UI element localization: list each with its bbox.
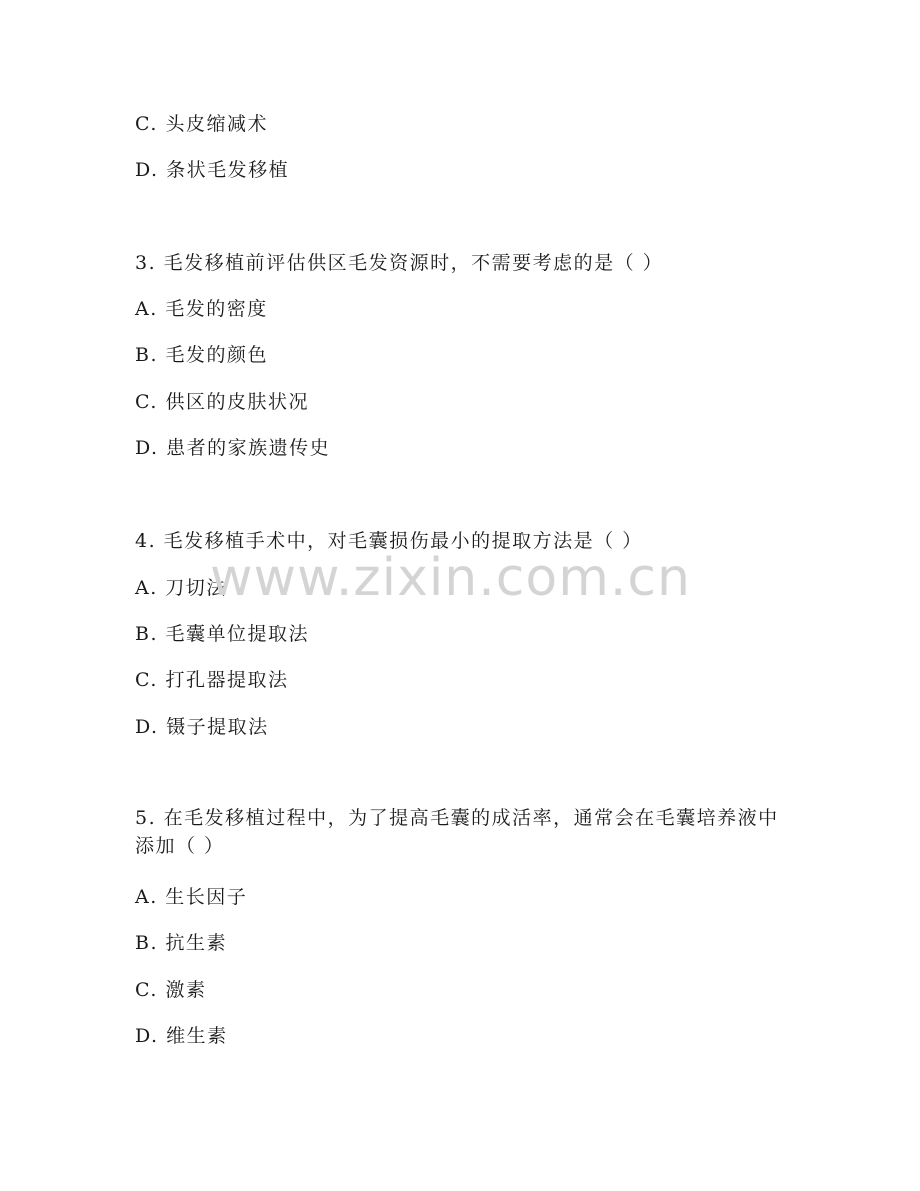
q4-stem: 4. 毛发移植手术中，对毛囊损伤最小的提取方法是（ ） — [135, 530, 643, 552]
q5-option-b: B. 抗生素 — [135, 932, 228, 954]
q4-option-d: D. 镊子提取法 — [135, 716, 269, 738]
q3-option-b: B. 毛发的颜色 — [135, 344, 269, 366]
q2-option-d: D. 条状毛发移植 — [135, 159, 290, 181]
q4-option-b: B. 毛囊单位提取法 — [135, 623, 310, 645]
q3-option-a: A. 毛发的密度 — [135, 298, 268, 320]
q2-option-c: C. 头皮缩减术 — [135, 113, 268, 135]
q5-option-c: C. 激素 — [135, 979, 207, 1001]
q3-stem: 3. 毛发移植前评估供区毛发资源时，不需要考虑的是（ ） — [135, 252, 664, 274]
watermark: www.zixin.com.cn — [210, 548, 691, 608]
q5-option-d: D. 维生素 — [135, 1025, 228, 1047]
q3-option-c: C. 供区的皮肤状况 — [135, 391, 309, 413]
q5-stem: 5. 在毛发移植过程中，为了提高毛囊的成活率，通常会在毛囊培养液中添加（ ） — [135, 807, 779, 857]
q4-option-c: C. 打孔器提取法 — [135, 669, 289, 691]
q5-option-a: A. 生长因子 — [135, 886, 248, 908]
q3-option-d: D. 患者的家族遗传史 — [135, 437, 331, 459]
q4-option-a: A. 刀切法 — [135, 577, 227, 599]
